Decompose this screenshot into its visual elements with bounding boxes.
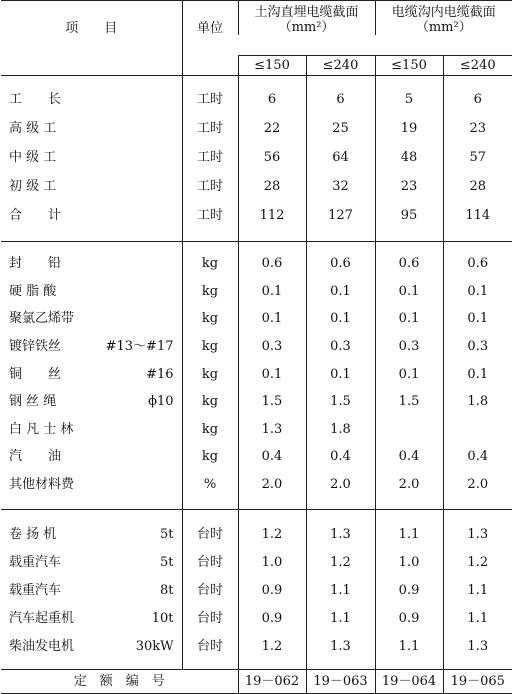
table-row: 钢 丝 绳 ϕ10 kg 1.5 1.5 1.5 1.8 [1, 388, 512, 416]
header-item: 项 目 [1, 1, 182, 56]
machine-spec: 5t [160, 526, 174, 542]
material-name: 铜 丝 [9, 366, 62, 382]
table-row: 汽车起重机 10t 台时 0.9 1.1 0.9 1.1 [1, 604, 512, 632]
header-group-2 [375, 1, 512, 36]
machine-spec: 10t [151, 610, 174, 626]
table-row: 封 铅 kg 0.6 0.6 0.6 0.6 [1, 250, 512, 278]
table-row: 中 级 工 工时 56 64 48 57 [1, 143, 512, 172]
table-row: 载重汽车 8t 台时 0.9 1.1 0.9 1.1 [1, 576, 512, 604]
machine-spec: 5t [160, 554, 174, 570]
material-name: 镀锌铁丝 [9, 339, 62, 355]
machine-spec: 30kW [135, 638, 174, 654]
header-unit: 单位 [182, 1, 238, 56]
table-row: 汽 油 kg 0.4 0.4 0.4 0.4 [1, 443, 512, 471]
quota-code: 19－063 [306, 669, 375, 693]
machine-name: 载重汽车 [9, 554, 62, 570]
table-row: 聚氯乙烯带 kg 0.1 0.1 0.1 0.1 [1, 305, 512, 333]
table-row: 柴油发电机 30kW 台时 1.2 1.3 1.1 1.3 [1, 632, 512, 660]
sub-col-4: ≤240 [443, 55, 512, 75]
material-name: 钢 丝 绳 [9, 394, 57, 410]
machine-name: 卷 扬 机 [9, 526, 57, 542]
table-row: 镀锌铁丝 #13～#17 kg 0.3 0.3 0.3 0.3 [1, 333, 512, 361]
quota-code: 19－062 [238, 669, 306, 693]
sub-header-row [1, 55, 512, 75]
table-row-total: 合 计 工时 112 127 95 114 [1, 201, 512, 230]
group1-unit: （mm²） [278, 20, 335, 35]
table-row: 工 长 工时 6 6 5 6 [1, 85, 512, 114]
machine-name: 汽车起重机 [9, 610, 75, 626]
table-row: 其他材料费 % 2.0 2.0 2.0 2.0 [1, 471, 512, 499]
table-row: 硬 脂 酸 kg 0.1 0.1 0.1 0.1 [1, 278, 512, 306]
material-spec: ϕ10 [148, 394, 174, 410]
table-row: 高 级 工 工时 22 25 19 23 [1, 114, 512, 143]
material-spec: #16 [146, 366, 174, 382]
group2-unit: （mm²） [415, 20, 472, 35]
quota-table [1, 0, 512, 694]
sub-col-2: ≤240 [306, 55, 375, 75]
table-row: 白 凡 士 林 kg 1.3 1.8 [1, 416, 512, 444]
machine-name: 载重汽车 [9, 582, 62, 598]
material-spec: #13～#17 [105, 339, 174, 355]
machine-name: 柴油发电机 [9, 638, 75, 654]
group2-title: 电缆沟内电缆截面 [391, 5, 496, 20]
table-row: 载重汽车 5t 台时 1.0 1.2 1.0 1.2 [1, 548, 512, 576]
machine-spec: 8t [160, 582, 174, 598]
sub-col-1: ≤150 [238, 55, 306, 75]
table-row: 卷 扬 机 5t 台时 1.2 1.3 1.1 1.3 [1, 520, 512, 548]
quota-code: 19－064 [375, 669, 443, 693]
header-group-1 [238, 1, 375, 36]
group1-title: 土沟直埋电缆截面 [254, 5, 359, 20]
quota-code: 19－065 [443, 669, 512, 693]
table-row: 铜 丝 #16 kg 0.1 0.1 0.1 0.1 [1, 360, 512, 388]
footer-row [1, 669, 512, 693]
table-row: 初 级 工 工时 28 32 23 28 [1, 172, 512, 201]
footer-label: 定 额 编 号 [1, 669, 238, 693]
sub-col-3: ≤150 [375, 55, 443, 75]
